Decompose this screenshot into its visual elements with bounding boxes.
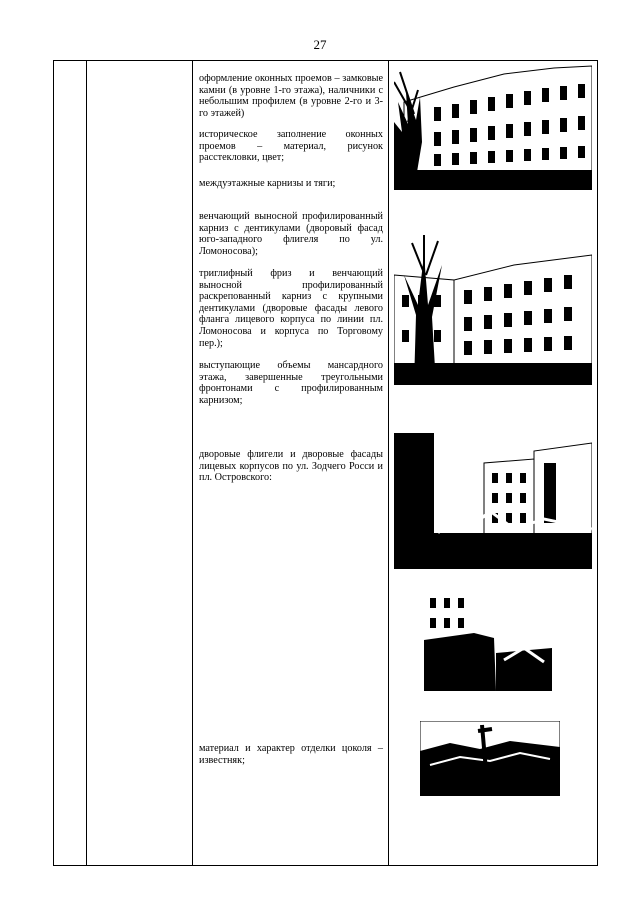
text-courtyard: дворовые флигели и дворовые фасады лицевых корпусов по ул. Зодчего Росси и пл. Островского: — [199, 449, 383, 484]
text-cornices: междуэтажные карнизы и тяги; — [199, 178, 336, 189]
text-frieze: триглифный фриз и венчающий выносной профилированный раскрепованный карниз с крупными дентикулами (дворовые фасады левого фланга лицевого корпуса по линии пл. Ломоносова и корпуса по Торговому пер.); — [199, 268, 383, 349]
column-divider-3 — [388, 60, 389, 866]
courtyard-wings-photo-4 — [424, 578, 552, 691]
text-window-fill: историческое заполнение оконных проемов – материал, рисунок расстекловки, цвет; — [199, 129, 383, 164]
text-attic: выступающие объемы мансардного этажа, завершенные треугольными фронтонами с профилированным карнизом; — [199, 360, 383, 406]
text-window-openings: оформление оконных проемов – замковые камни (в уровне 1-го этажа), наличники с небольшим профилем (в уровне 2-го и 3-го этажей) — [199, 73, 383, 119]
courtyard-facade-photo-1 — [394, 62, 592, 190]
page-number: 27 — [313, 37, 327, 52]
column-divider-1 — [86, 60, 87, 866]
text-crowning-cornice: венчающий выносной профилированный карниз с дентикулами (дворовый фасад юго-западного флигеля по ул. Ломоносова); — [199, 211, 383, 257]
courtyard-facade-photo-2 — [394, 235, 592, 385]
column-divider-2 — [192, 60, 193, 866]
courtyard-wings-photo-3 — [394, 433, 592, 569]
text-plinth: материал и характер отделки цоколя – известняк; — [199, 743, 383, 766]
plinth-photo-5 — [420, 721, 560, 796]
